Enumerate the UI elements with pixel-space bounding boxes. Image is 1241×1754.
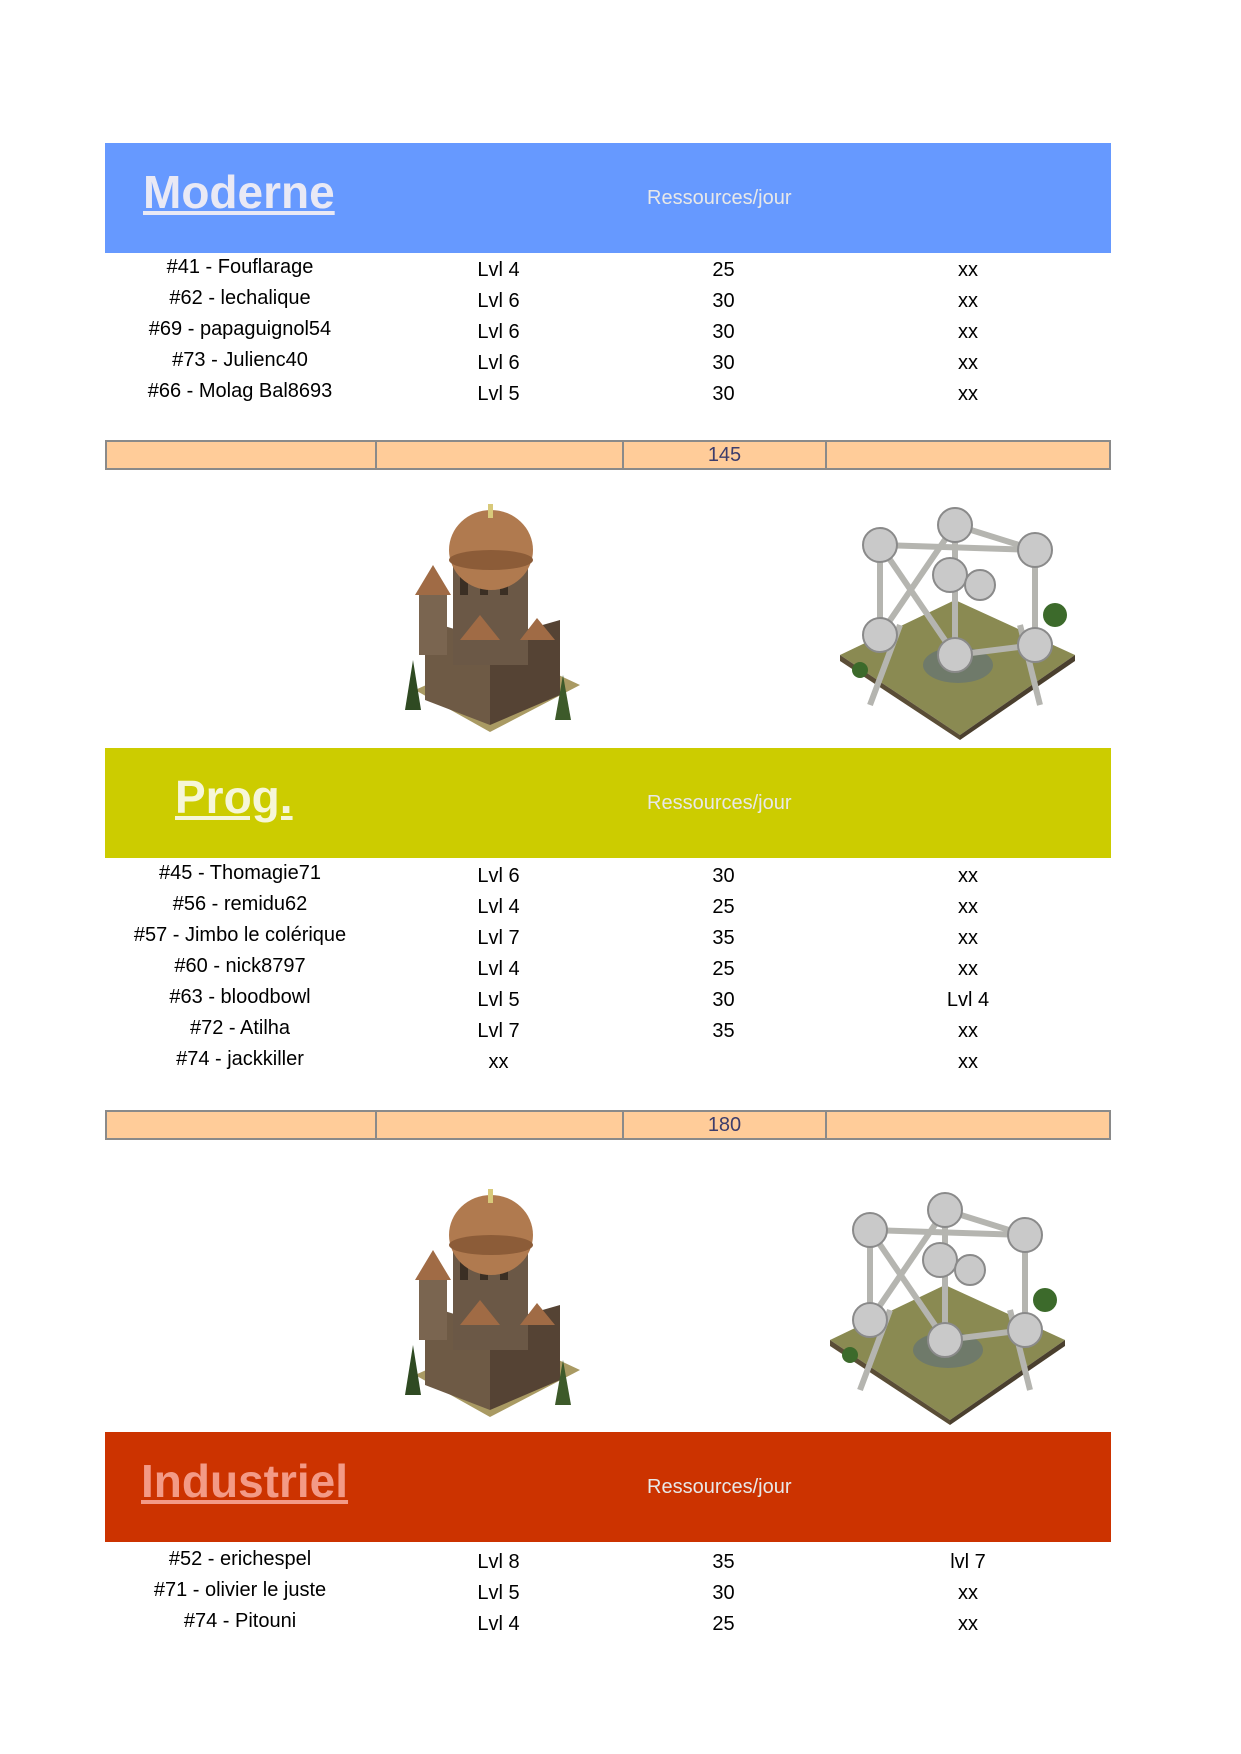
section-title: Prog.: [175, 771, 293, 823]
atomium-icon: [840, 505, 1075, 740]
resources-value: 25: [712, 1613, 735, 1635]
resources-value: 25: [712, 896, 735, 918]
total-cell-empty: [377, 1112, 624, 1138]
extra-value: xx: [958, 383, 978, 405]
section-header-industriel: [105, 1432, 1111, 1542]
extra-value: xx: [958, 1020, 978, 1042]
player-name: #71 - olivier le juste: [153, 1579, 327, 1601]
resources-value: 30: [712, 290, 735, 312]
table-row: [105, 858, 1111, 889]
extra-value: xx: [958, 352, 978, 374]
table-row: [105, 889, 1111, 920]
section-title: Moderne: [143, 166, 335, 218]
player-name: #56 - remidu62: [172, 893, 308, 915]
player-level: Lvl 5: [477, 1582, 520, 1604]
total-cell-empty: [827, 442, 1109, 468]
player-name: #63 - bloodbowl: [169, 986, 311, 1008]
extra-value: xx: [958, 1582, 978, 1604]
total-value: 180: [624, 1112, 827, 1138]
table-row: [105, 951, 1111, 982]
total-cell-empty: [377, 442, 624, 468]
resources-value: 30: [712, 989, 735, 1011]
player-name: #73 - Julienc40: [172, 349, 308, 371]
player-name: #62 - lechalique: [169, 287, 311, 309]
observatory-icon: [405, 1185, 585, 1425]
extra-value: xx: [958, 958, 978, 980]
table-row: [105, 252, 1111, 283]
resources-value: 30: [712, 352, 735, 374]
resources-value: 35: [712, 927, 735, 949]
resources-label: Ressources/jour: [647, 187, 792, 209]
table-row: [105, 345, 1111, 376]
resources-label: Ressources/jour: [647, 1476, 792, 1498]
total-cell-empty: [827, 1112, 1109, 1138]
table-row: [105, 283, 1111, 314]
player-name: #52 - erichespel: [168, 1548, 312, 1570]
table-row: [105, 1606, 1111, 1637]
extra-value: xx: [958, 259, 978, 281]
extra-value: xx: [958, 896, 978, 918]
player-name: #57 - Jimbo le colérique: [133, 924, 347, 946]
extra-value: xx: [958, 1613, 978, 1635]
resources-value: 25: [712, 958, 735, 980]
player-name: #60 - nick8797: [174, 955, 306, 977]
player-level: Lvl 5: [477, 989, 520, 1011]
player-level: Lvl 4: [477, 896, 520, 918]
player-level: Lvl 7: [477, 1020, 520, 1042]
resources-value: 30: [712, 865, 735, 887]
section-title: Industriel: [141, 1455, 349, 1507]
resources-value: 30: [712, 1582, 735, 1604]
player-level: xx: [488, 1051, 509, 1073]
resources-label: Ressources/jour: [647, 792, 792, 814]
total-row: [105, 440, 1111, 470]
table-row: [105, 920, 1111, 951]
player-level: Lvl 7: [477, 927, 520, 949]
table-row: [105, 1544, 1111, 1575]
player-level: Lvl 4: [477, 958, 520, 980]
player-name: #72 - Atilha: [189, 1017, 291, 1039]
player-name: #69 - papaguignol54: [148, 318, 332, 340]
player-name: #66 - Molag Bal8693: [147, 380, 333, 402]
table-row: [105, 1575, 1111, 1606]
table-row: [105, 1044, 1111, 1075]
table-row: [105, 314, 1111, 345]
player-name: #74 - Pitouni: [183, 1610, 297, 1632]
total-cell-empty: [107, 1112, 377, 1138]
extra-value: xx: [958, 865, 978, 887]
section-header-moderne: [105, 143, 1111, 253]
extra-value: xx: [958, 1051, 978, 1073]
resources-value: 35: [712, 1020, 735, 1042]
player-level: Lvl 6: [477, 865, 520, 887]
atomium-icon: [830, 1185, 1065, 1425]
table-row: [105, 376, 1111, 407]
resources-value: 30: [712, 321, 735, 343]
player-name: #41 - Fouflarage: [166, 256, 314, 278]
player-level: Lvl 8: [477, 1551, 520, 1573]
extra-value: xx: [958, 927, 978, 949]
table-row: [105, 1013, 1111, 1044]
resources-value: 30: [712, 383, 735, 405]
resources-value: 25: [712, 259, 735, 281]
observatory-icon: [405, 500, 585, 740]
total-cell-empty: [107, 442, 377, 468]
extra-value: xx: [958, 321, 978, 343]
table-row: [105, 982, 1111, 1013]
player-level: Lvl 4: [477, 1613, 520, 1635]
player-name: #45 - Thomagie71: [159, 862, 321, 884]
section-header-prog: [105, 748, 1111, 858]
player-level: Lvl 4: [477, 259, 520, 281]
player-level: Lvl 6: [477, 290, 520, 312]
player-name: #74 - jackkiller: [176, 1048, 304, 1070]
extra-value: lvl 7: [950, 1551, 986, 1573]
player-level: Lvl 6: [477, 352, 520, 374]
player-level: Lvl 5: [477, 383, 520, 405]
player-level: Lvl 6: [477, 321, 520, 343]
extra-value: xx: [958, 290, 978, 312]
total-value: 145: [624, 442, 827, 468]
total-row: [105, 1110, 1111, 1140]
resources-value: 35: [712, 1551, 735, 1573]
extra-value: Lvl 4: [946, 989, 990, 1011]
